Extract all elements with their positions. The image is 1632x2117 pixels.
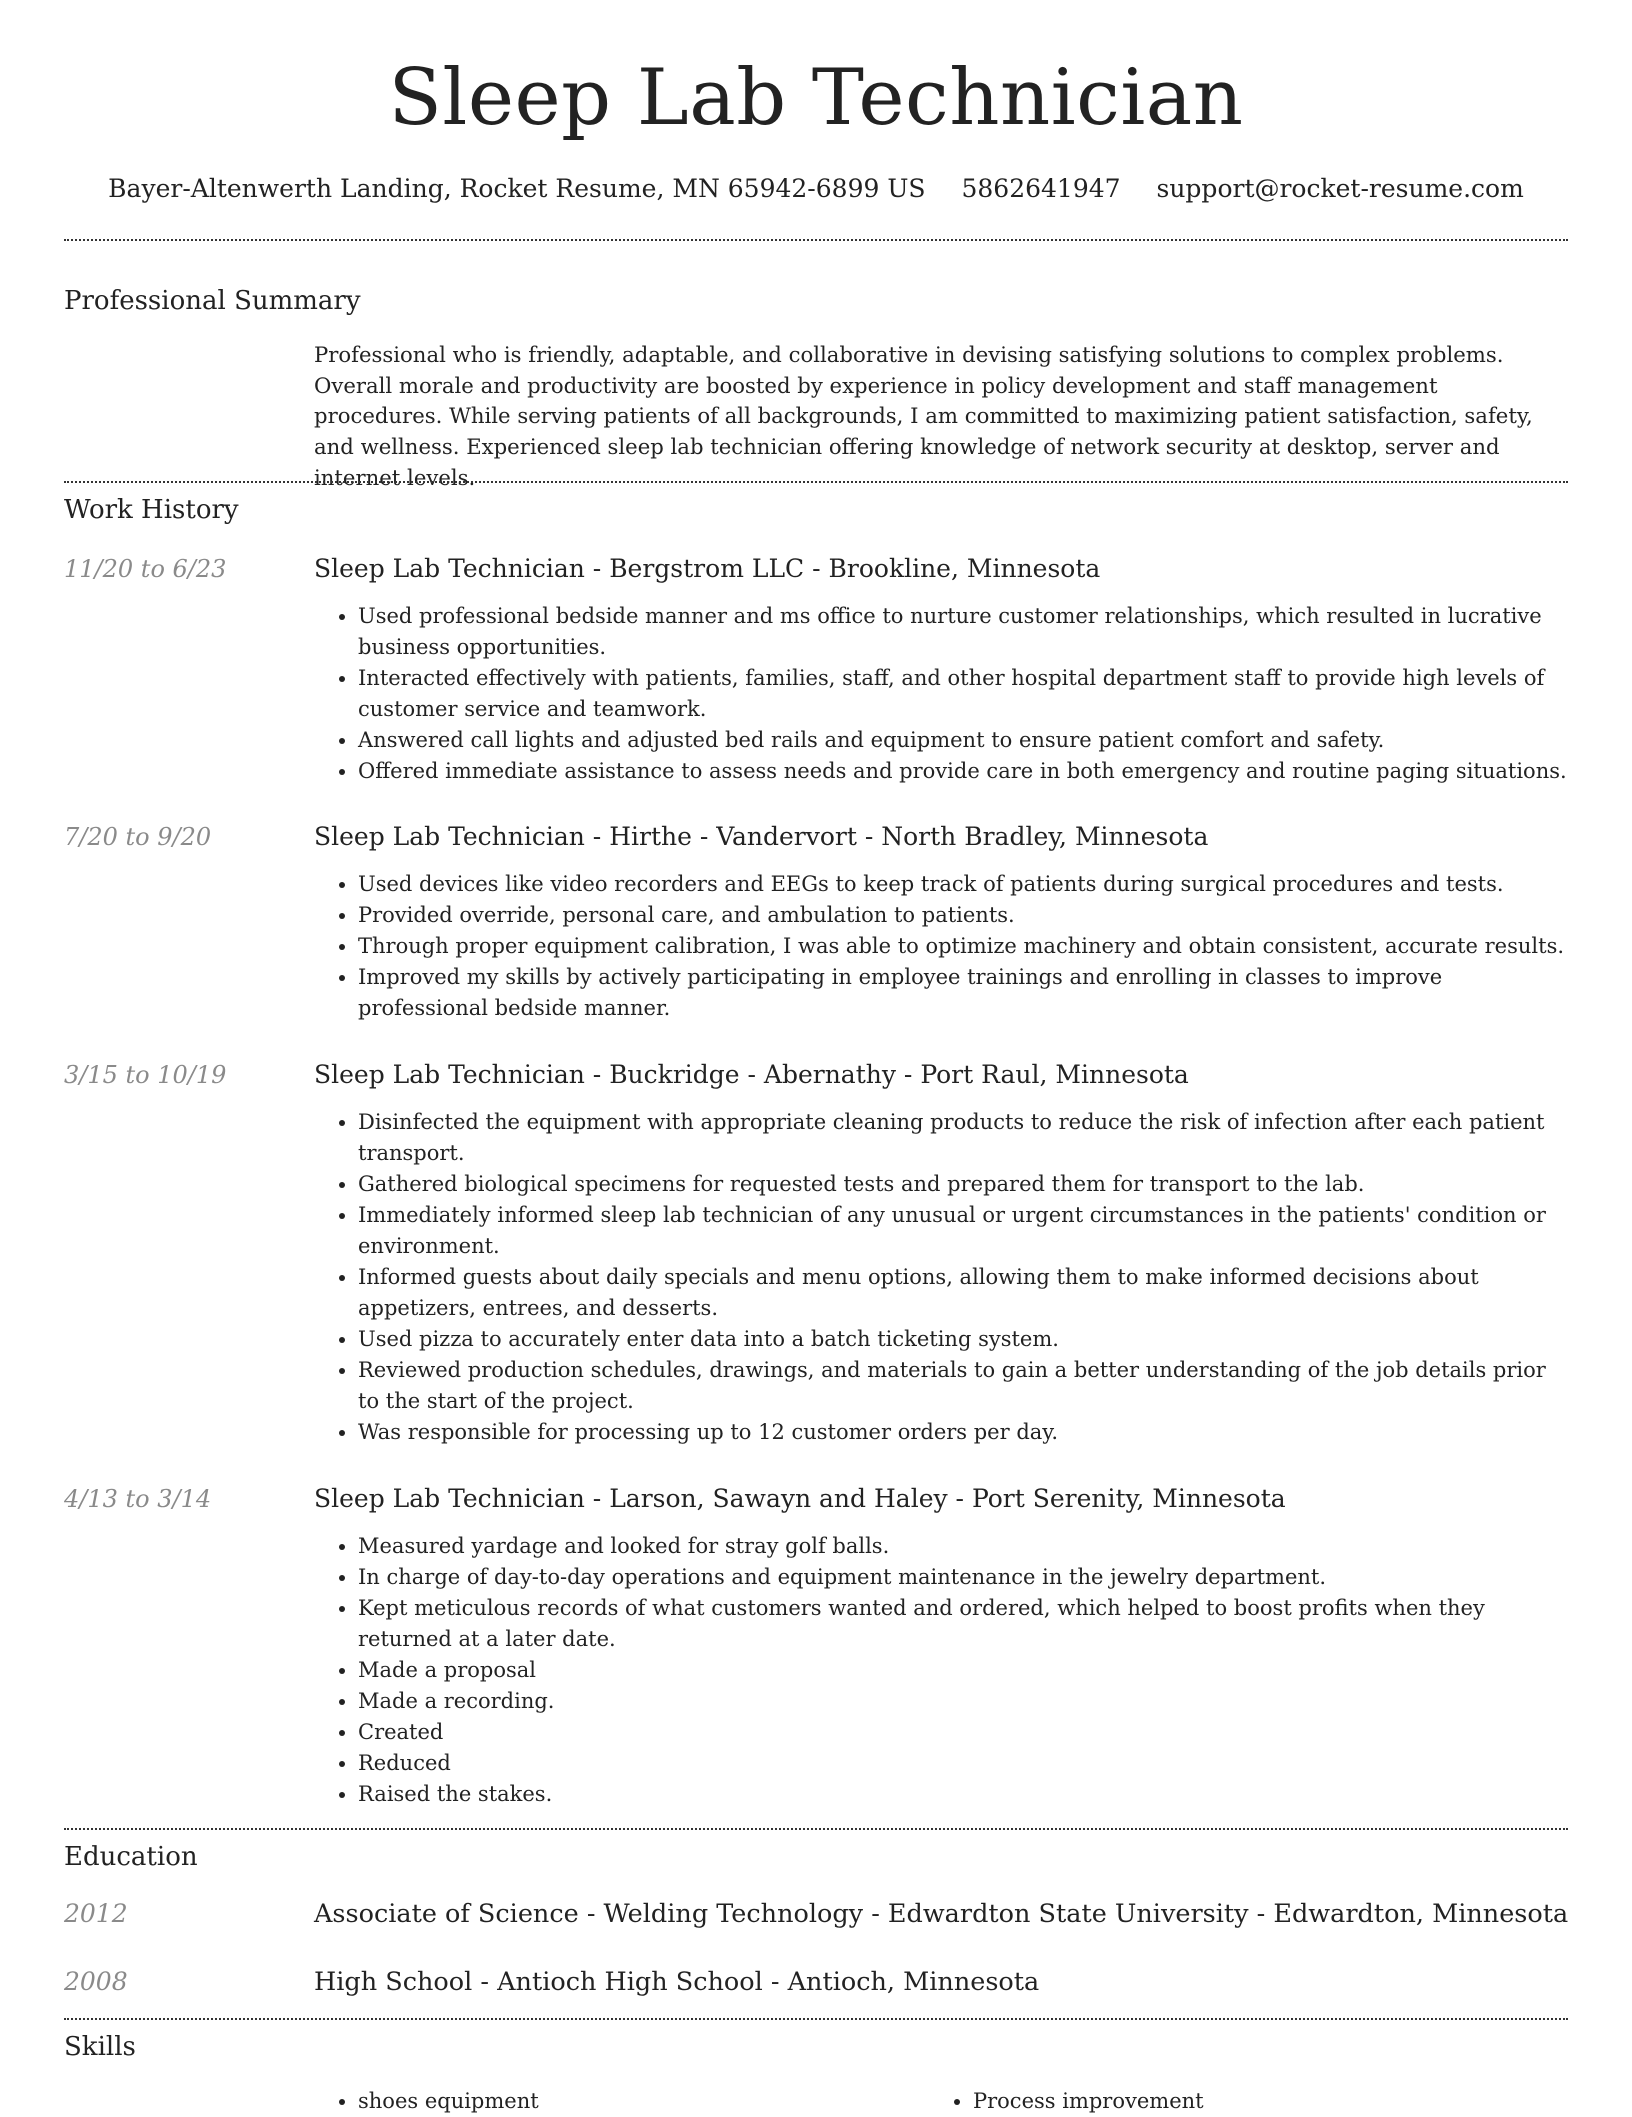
education-title: High School - Antioch High School - Antioch, Minnesota <box>314 1967 1040 1997</box>
job-title: Sleep Lab Technician - Hirthe - Vandervort - North Bradley, Minnesota <box>314 822 1209 851</box>
contact-line <box>0 167 1632 211</box>
list-item: • Gathered biological specimens for requested tests and prepared them for transport to the lab. <box>358 1169 1570 1200</box>
divider <box>64 2018 1568 2020</box>
section-title-work-history: Work History <box>64 495 239 525</box>
education-date: 2012 <box>64 1899 128 1928</box>
list-item: • Through proper equipment calibration, I was able to optimize machinery and obtain consistent, accurate results. <box>358 931 1570 962</box>
list-item: • Measured yardage and looked for stray golf balls. <box>358 1531 1570 1562</box>
skill-item: • shoes equipment <box>358 2086 874 2117</box>
section-title-education: Education <box>64 1842 198 1872</box>
education-date: 2008 <box>64 1967 128 1996</box>
list-item: • Used professional bedside manner and ms office to nurture customer relationships, which resulted in lucrative business opportunities. <box>358 601 1570 663</box>
list-item: • Made a proposal <box>358 1655 1570 1686</box>
list-item: • Created <box>358 1717 1570 1748</box>
list-item: • Provided override, personal care, and ambulation to patients. <box>358 900 1570 931</box>
list-item: • Disinfected the equipment with appropriate cleaning products to reduce the risk of infection after each patient transport. <box>358 1107 1570 1169</box>
list-item: • In charge of day-to-day operations and equipment maintenance in the jewelry department. <box>358 1562 1570 1593</box>
job-title: Sleep Lab Technician - Larson, Sawayn and Haley - Port Serenity, Minnesota <box>314 1484 1286 1513</box>
summary-text: Professional who is friendly, adaptable, and collaborative in devising satisfying solutions to complex problems. Overall morale and productivity are boosted by experience in policy development and staff management procedures. While serving patients of all backgrounds, I am committed to maximizing patient satisfaction, safety, and wellness. Experienced sleep lab technician offering knowledge of network security at desktop, server and internet levels. <box>314 342 1533 490</box>
list-item: • Answered call lights and adjusted bed rails and equipment to ensure patient comfort and safety. <box>358 725 1570 756</box>
skill-item: • Process improvement <box>973 2086 1489 2117</box>
skills-list-left <box>314 2086 874 2117</box>
job-bullets <box>314 601 1570 787</box>
job-bullets <box>314 1107 1570 1448</box>
list-item: • Informed guests about daily specials and menu options, allowing them to make informed decisions about appetizers, entrees, and desserts. <box>358 1262 1570 1324</box>
divider <box>64 1828 1568 1830</box>
list-item: • Improved my skills by actively participating in employee trainings and enrolling in classes to improve professional bedside manner. <box>358 962 1570 1024</box>
list-item: • Reduced <box>358 1748 1570 1779</box>
contact-email: support@rocket-resume.com <box>1156 174 1524 203</box>
education-title: Associate of Science - Welding Technology - Edwardton State University - Edwardton, Minnesota <box>314 1899 1569 1929</box>
job-bullets <box>314 869 1570 1024</box>
resume-name-heading: Sleep Lab Technician <box>388 53 1244 143</box>
divider <box>64 481 1568 483</box>
divider <box>64 239 1568 241</box>
list-item: • Raised the stakes. <box>358 1779 1570 1810</box>
list-item: • Used devices like video recorders and EEGs to keep track of patients during surgical procedures and tests. <box>358 869 1570 900</box>
section-title-summary: Professional Summary <box>64 286 361 316</box>
list-item: • Was responsible for processing up to 12 customer orders per day. <box>358 1417 1570 1448</box>
list-item: • Interacted effectively with patients, families, staff, and other hospital department staff to provide high levels of customer service and teamwork. <box>358 663 1570 725</box>
job-title: Sleep Lab Technician - Buckridge - Abernathy - Port Raul, Minnesota <box>314 1060 1189 1089</box>
list-item: • Used pizza to accurately enter data into a batch ticketing system. <box>358 1324 1570 1355</box>
list-item: • Immediately informed sleep lab technician of any unusual or urgent circumstances in the patients' condition or environment. <box>358 1200 1570 1262</box>
job-dates: 11/20 to 6/23 <box>64 555 227 583</box>
list-item: • Offered immediate assistance to assess needs and provide care in both emergency and routine paging situations. <box>358 756 1570 787</box>
job-dates: 7/20 to 9/20 <box>64 823 212 851</box>
list-item: • Made a recording. <box>358 1686 1570 1717</box>
job-dates: 3/15 to 10/19 <box>64 1061 227 1089</box>
contact-address: Bayer-Altenwerth Landing, Rocket Resume, MN 65942-6899 US <box>108 174 926 203</box>
list-item: • Reviewed production schedules, drawings, and materials to gain a better understanding of the job details prior to the start of the project. <box>358 1355 1570 1417</box>
list-item: • Kept meticulous records of what customers wanted and ordered, which helped to boost profits when they returned at a later date. <box>358 1593 1570 1655</box>
skills-list-right <box>929 2086 1489 2117</box>
section-title-skills: Skills <box>64 2032 136 2062</box>
job-dates: 4/13 to 3/14 <box>64 1485 212 1513</box>
job-bullets <box>314 1531 1570 1810</box>
contact-phone: 5862641947 <box>961 174 1121 203</box>
job-title: Sleep Lab Technician - Bergstrom LLC - Brookline, Minnesota <box>314 554 1101 583</box>
